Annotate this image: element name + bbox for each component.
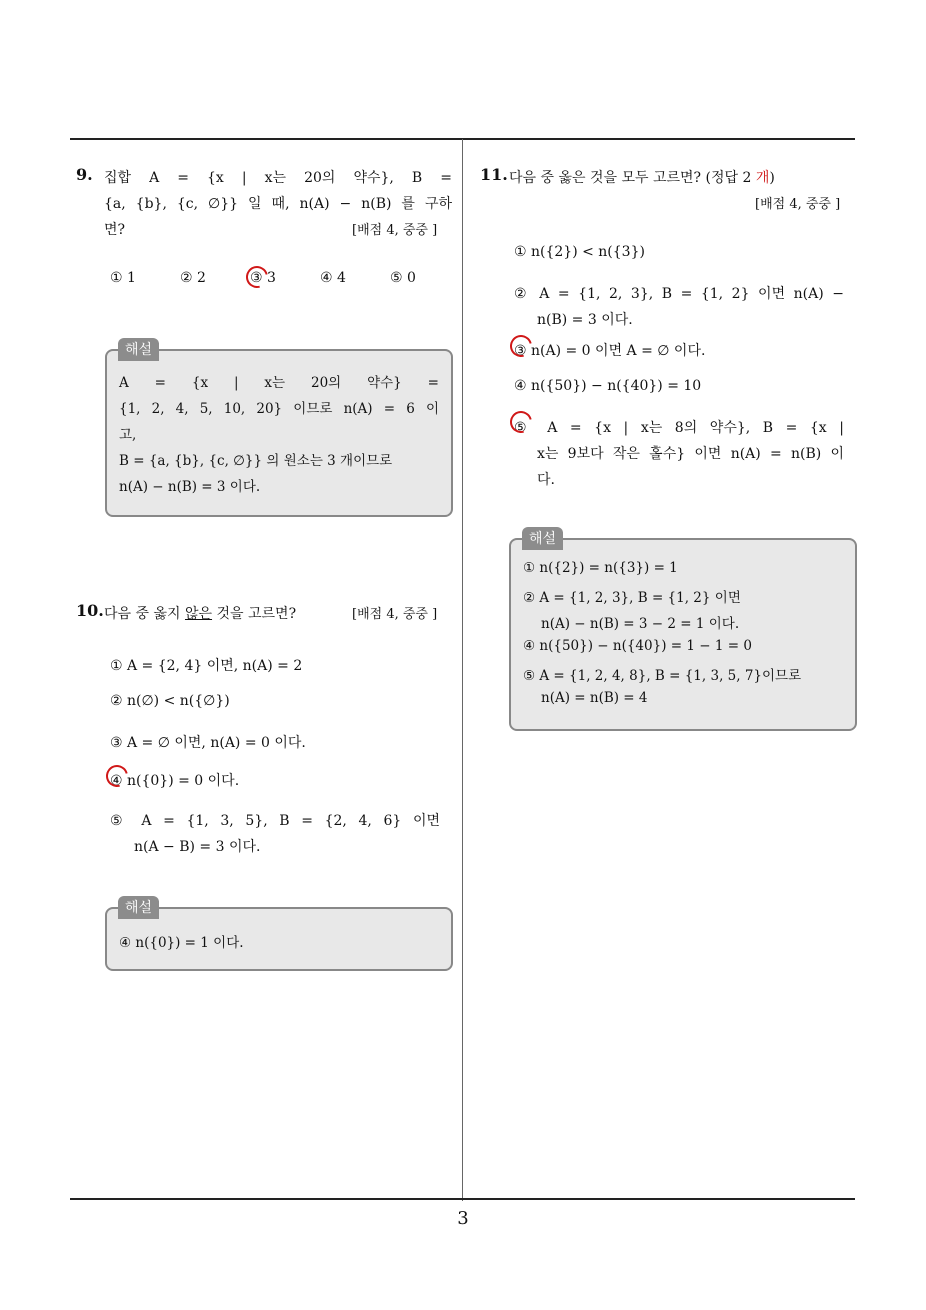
explanation-line: B = {a, {b}, {c, ∅}} 의 원소는 3 개이므로 (119, 453, 393, 469)
score-meta: [배점 4, 중중 ] (755, 197, 841, 212)
question-stem-line: {a, {b}, {c, ∅}} 일 때, n(A) − n(B) 를 구하 (104, 196, 452, 212)
option-3[interactable]: ③ 3 (250, 270, 276, 286)
question-stem-line: 집합 A = {x | x는 20의 약수}, B = (104, 170, 452, 186)
option-2[interactable]: ② n(∅) < n({∅}) (110, 693, 230, 709)
option-4[interactable]: ④ n({50}) − n({40}) = 10 (514, 378, 702, 394)
option-5[interactable]: ⑤ A = {1, 3, 5}, B = {2, 4, 6} 이면 (110, 813, 440, 829)
explanation-line: ② A = {1, 2, 3}, B = {1, 2} 이면 (523, 590, 741, 606)
option-2-cont: n(B) = 3 이다. (537, 312, 633, 328)
explanation-tag: 해설 (118, 338, 159, 361)
explanation-line: 고, (119, 427, 137, 443)
explanation-line: A = {x | x는 20의 약수} = (119, 375, 439, 391)
option-5-cont: x는 9보다 작은 홀수} 이면 n(A) = n(B) 이 (537, 446, 844, 462)
stem-text: 다음 중 옳지 (104, 606, 185, 622)
option-1[interactable]: ① n({2}) < n({3}) (514, 244, 645, 260)
explanation-line: n(A) = n(B) = 4 (541, 690, 648, 706)
option-2[interactable]: ② A = {1, 2, 3}, B = {1, 2} 이면 n(A) − (514, 286, 844, 302)
explanation-line: ④ n({50}) − n({40}) = 1 − 1 = 0 (523, 638, 752, 654)
option-3[interactable]: ③ A = ∅ 이면, n(A) = 0 이다. (110, 735, 306, 751)
option-5-cont: n(A − B) = 3 이다. (134, 839, 261, 855)
question-stem (104, 603, 296, 623)
option-4[interactable]: ④ n({0}) = 0 이다. (110, 773, 240, 789)
stem-underlined: 않은 (184, 606, 213, 622)
stem-text: 것을 고르면? (212, 606, 297, 622)
score-meta: [배점 4, 중중 ] (352, 223, 438, 238)
option-1[interactable]: ① A = {2, 4} 이면, n(A) = 2 (110, 658, 303, 674)
explanation-tag: 해설 (522, 527, 563, 550)
column-divider (462, 139, 463, 1201)
option-5[interactable]: ⑤ A = {x | x는 8의 약수}, B = {x | (514, 420, 844, 436)
explanation-tag: 해설 (118, 896, 159, 919)
option-5-cont: 다. (537, 472, 555, 488)
footer-rule (70, 1198, 855, 1200)
option-1[interactable]: ① 1 (110, 270, 136, 286)
stem-text: ) (769, 170, 775, 186)
explanation-line: n(A) − n(B) = 3 이다. (119, 479, 261, 495)
question-stem (509, 167, 775, 187)
question-stem-line: 면? (104, 222, 126, 238)
explanation-line: ⑤ A = {1, 2, 4, 8}, B = {1, 3, 5, 7}이므로 (523, 668, 802, 684)
explanation-box (509, 538, 857, 731)
question-number: 9. (76, 165, 93, 184)
option-3[interactable]: ③ n(A) = 0 이면 A = ∅ 이다. (514, 343, 706, 359)
explanation-line: ① n({2}) = n({3}) = 1 (523, 560, 678, 576)
option-5[interactable]: ⑤ 0 (390, 270, 416, 286)
stem-text: 다음 중 옳은 것을 모두 고르면? (정답 2 (509, 170, 756, 186)
score-meta: [배점 4, 중중 ] (352, 607, 438, 622)
question-number: 10. (76, 601, 104, 620)
question-number: 11. (480, 165, 508, 184)
option-2[interactable]: ② 2 (180, 270, 206, 286)
explanation-line: {1, 2, 4, 5, 10, 20} 이므로 n(A) = 6 이 (119, 401, 439, 417)
stem-highlight: 개 (755, 170, 770, 186)
option-4[interactable]: ④ 4 (320, 270, 346, 286)
answer-mark-icon (242, 262, 272, 292)
explanation-line: n(A) − n(B) = 3 − 2 = 1 이다. (541, 616, 740, 632)
page-number: 3 (457, 1208, 469, 1229)
explanation-box (105, 349, 453, 517)
explanation-line: ④ n({0}) = 1 이다. (119, 935, 244, 951)
